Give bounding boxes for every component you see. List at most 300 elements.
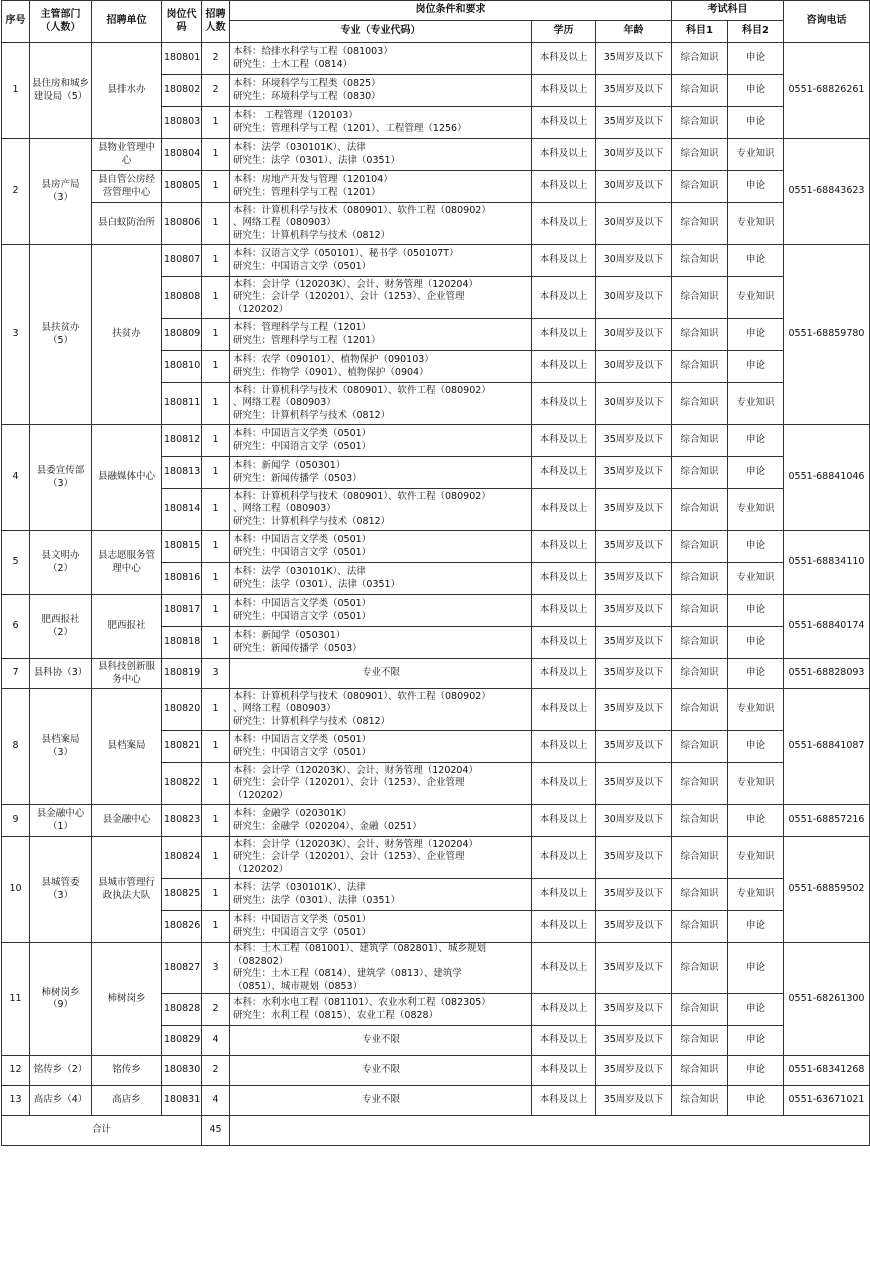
row-edu: 本科及以上 bbox=[532, 994, 596, 1026]
table-row bbox=[2, 595, 870, 627]
header-phone: 咨询电话 bbox=[784, 1, 870, 43]
major-line: 本科：法学（030101K）、法律 bbox=[233, 566, 366, 577]
major-line: 本科：水利水电工程（081101）、农业水利工程（082305） bbox=[233, 997, 491, 1008]
row-subject2: 专业知识 bbox=[728, 837, 784, 879]
row-major bbox=[230, 911, 532, 943]
row-dept: 县扶贫办（5） bbox=[30, 245, 92, 425]
row-major bbox=[230, 837, 532, 879]
row-age: 30周岁及以下 bbox=[596, 171, 672, 203]
major-line: 研究生：土木工程（0814）、建筑学（0813）、建筑学 bbox=[233, 968, 462, 979]
row-count: 4 bbox=[202, 1026, 230, 1056]
row-code: 180801 bbox=[162, 43, 202, 75]
row-code: 180828 bbox=[162, 994, 202, 1026]
row-edu: 本科及以上 bbox=[532, 689, 596, 731]
major-line: 本科：会计学（120203K）、会计、财务管理（120204） bbox=[233, 838, 479, 850]
row-unit: 柿树岗乡 bbox=[92, 943, 162, 1056]
row-subject2: 申论 bbox=[728, 457, 784, 489]
table-row bbox=[2, 805, 870, 837]
row-unit: 县排水办 bbox=[92, 43, 162, 139]
major-line: 研究生：中国语言文学（0501） bbox=[233, 926, 372, 938]
row-count: 3 bbox=[202, 943, 230, 994]
row-age: 35周岁及以下 bbox=[596, 943, 672, 994]
row-major bbox=[230, 351, 532, 383]
major-line: 本科：计算机科学与技术（080901）、软件工程（080902） bbox=[233, 204, 491, 216]
row-major bbox=[230, 245, 532, 277]
row-major bbox=[230, 689, 532, 731]
row-major bbox=[230, 171, 532, 203]
row-count: 2 bbox=[202, 43, 230, 75]
table-row bbox=[2, 943, 870, 994]
row-subject2: 申论 bbox=[728, 319, 784, 351]
row-age: 30周岁及以下 bbox=[596, 277, 672, 319]
row-edu: 本科及以上 bbox=[532, 563, 596, 595]
row-edu: 本科及以上 bbox=[532, 911, 596, 943]
row-subject1: 综合知识 bbox=[672, 75, 728, 107]
row-age: 35周岁及以下 bbox=[596, 627, 672, 659]
row-unit: 县城市管理行政执法大队 bbox=[92, 837, 162, 943]
row-subject1: 综合知识 bbox=[672, 837, 728, 879]
row-count: 1 bbox=[202, 763, 230, 805]
row-subject2: 专业知识 bbox=[728, 277, 784, 319]
row-subject2: 申论 bbox=[728, 627, 784, 659]
row-count: 1 bbox=[202, 627, 230, 659]
row-age: 35周岁及以下 bbox=[596, 1086, 672, 1116]
major-line: 研究生：计算机科学与技术（0812） bbox=[233, 515, 391, 527]
row-major bbox=[230, 1026, 532, 1056]
row-age: 35周岁及以下 bbox=[596, 1026, 672, 1056]
row-count: 1 bbox=[202, 171, 230, 203]
row-phone: 0551-68843623 bbox=[784, 139, 870, 245]
row-dept: 高店乡（4） bbox=[30, 1086, 92, 1116]
row-age: 35周岁及以下 bbox=[596, 595, 672, 627]
row-phone: 0551-68840174 bbox=[784, 595, 870, 659]
row-subject2: 申论 bbox=[728, 351, 784, 383]
row-code: 180827 bbox=[162, 943, 202, 994]
row-edu: 本科及以上 bbox=[532, 75, 596, 107]
row-code: 180817 bbox=[162, 595, 202, 627]
row-count: 2 bbox=[202, 994, 230, 1026]
row-age: 35周岁及以下 bbox=[596, 425, 672, 457]
row-phone: 0551-68857216 bbox=[784, 805, 870, 837]
row-subject1: 综合知识 bbox=[672, 107, 728, 139]
row-subject1: 综合知识 bbox=[672, 203, 728, 245]
row-code: 180820 bbox=[162, 689, 202, 731]
row-subject2: 专业知识 bbox=[728, 203, 784, 245]
row-seq: 5 bbox=[2, 531, 30, 595]
row-edu: 本科及以上 bbox=[532, 1086, 596, 1116]
recruitment-table bbox=[1, 0, 870, 1146]
row-phone: 0551-68341268 bbox=[784, 1056, 870, 1086]
table-row bbox=[2, 203, 870, 245]
major-line: 本科：管理科学与工程（1201） bbox=[233, 322, 372, 333]
row-major bbox=[230, 43, 532, 75]
row-code: 180826 bbox=[162, 911, 202, 943]
row-age: 30周岁及以下 bbox=[596, 383, 672, 425]
row-count: 1 bbox=[202, 351, 230, 383]
row-seq: 7 bbox=[2, 659, 30, 689]
row-count: 1 bbox=[202, 277, 230, 319]
row-subject2: 申论 bbox=[728, 425, 784, 457]
row-edu: 本科及以上 bbox=[532, 171, 596, 203]
major-line: 研究生：中国语言文学（0501） bbox=[233, 746, 372, 758]
major-line: 本科：汉语言文学（050101）、秘书学（050107T） bbox=[233, 248, 459, 259]
row-major bbox=[230, 489, 532, 531]
row-age: 35周岁及以下 bbox=[596, 911, 672, 943]
major-line: 研究生：新闻传播学（0503） bbox=[233, 642, 362, 654]
row-age: 30周岁及以下 bbox=[596, 139, 672, 171]
row-major bbox=[230, 107, 532, 139]
row-unit: 县融媒体中心 bbox=[92, 425, 162, 531]
major-line: 研究生：水利工程（0815）、农业工程（0828） bbox=[233, 1009, 439, 1021]
row-count: 1 bbox=[202, 425, 230, 457]
row-major bbox=[230, 139, 532, 171]
row-age: 30周岁及以下 bbox=[596, 319, 672, 351]
major-line: 本科：计算机科学与技术（080901）、软件工程（080902） bbox=[233, 690, 491, 702]
row-edu: 本科及以上 bbox=[532, 489, 596, 531]
row-subject2: 申论 bbox=[728, 1056, 784, 1086]
header-major: 专业（专业代码） bbox=[230, 21, 532, 43]
row-major bbox=[230, 319, 532, 351]
row-subject1: 综合知识 bbox=[672, 595, 728, 627]
row-count: 1 bbox=[202, 805, 230, 837]
row-subject1: 综合知识 bbox=[672, 627, 728, 659]
row-subject1: 综合知识 bbox=[672, 659, 728, 689]
row-unit: 肥西报社 bbox=[92, 595, 162, 659]
header-code: 岗位代码 bbox=[162, 1, 202, 43]
row-edu: 本科及以上 bbox=[532, 805, 596, 837]
row-subject1: 综合知识 bbox=[672, 43, 728, 75]
row-dept: 县城管委（3） bbox=[30, 837, 92, 943]
row-count: 2 bbox=[202, 75, 230, 107]
row-edu: 本科及以上 bbox=[532, 1026, 596, 1056]
major-line: 本科：环境科学与工程类（0825） bbox=[233, 78, 381, 89]
row-subject1: 综合知识 bbox=[672, 171, 728, 203]
major-line: 研究生：管理科学与工程（1201）、工程管理（1256） bbox=[233, 122, 467, 134]
row-edu: 本科及以上 bbox=[532, 43, 596, 75]
table-row bbox=[2, 1086, 870, 1116]
major-line: 研究生：中国语言文学（0501） bbox=[233, 546, 372, 558]
row-count: 1 bbox=[202, 531, 230, 563]
table-row bbox=[2, 1056, 870, 1086]
row-edu: 本科及以上 bbox=[532, 531, 596, 563]
row-dept: 县住房和城乡建设局（5） bbox=[30, 43, 92, 139]
row-subject2: 申论 bbox=[728, 1026, 784, 1056]
row-edu: 本科及以上 bbox=[532, 203, 596, 245]
row-count: 1 bbox=[202, 911, 230, 943]
total-empty bbox=[230, 1116, 870, 1146]
row-subject2: 申论 bbox=[728, 943, 784, 994]
row-unit: 县物业管理中心 bbox=[92, 139, 162, 171]
header-subj1: 科目1 bbox=[672, 21, 728, 43]
table-row bbox=[2, 659, 870, 689]
row-subject2: 专业知识 bbox=[728, 139, 784, 171]
row-edu: 本科及以上 bbox=[532, 595, 596, 627]
major-line: （120202） bbox=[233, 863, 289, 875]
major-line: 本科：中国语言文学类（0501） bbox=[233, 534, 372, 545]
major-line: 研究生：作物学（0901）、植物保护（0904） bbox=[233, 366, 429, 378]
header-edu: 学历 bbox=[532, 21, 596, 43]
major-line: 研究生：会计学（120201）、会计（1253）、企业管理 bbox=[233, 851, 465, 863]
row-age: 30周岁及以下 bbox=[596, 203, 672, 245]
row-major bbox=[230, 1086, 532, 1116]
row-age: 35周岁及以下 bbox=[596, 563, 672, 595]
table-row bbox=[2, 139, 870, 171]
row-major bbox=[230, 1056, 532, 1086]
header-conditions: 岗位条件和要求 bbox=[230, 1, 672, 21]
row-age: 35周岁及以下 bbox=[596, 43, 672, 75]
row-subject1: 综合知识 bbox=[672, 994, 728, 1026]
row-code: 180811 bbox=[162, 383, 202, 425]
major-line: 本科：土木工程（081001）、建筑学（082801）、城乡规划 bbox=[233, 943, 487, 954]
row-age: 35周岁及以下 bbox=[596, 457, 672, 489]
row-count: 1 bbox=[202, 879, 230, 911]
table-row bbox=[2, 43, 870, 75]
row-dept: 县文明办（2） bbox=[30, 531, 92, 595]
major-line: 本科：法学（030101K）、法律 bbox=[233, 882, 366, 893]
row-code: 180822 bbox=[162, 763, 202, 805]
row-subject1: 综合知识 bbox=[672, 489, 728, 531]
major-line: 研究生：环境科学与工程（0830） bbox=[233, 90, 381, 102]
header-count: 招聘人数 bbox=[202, 1, 230, 43]
major-line: 研究生：管理科学与工程（1201） bbox=[233, 334, 381, 346]
row-edu: 本科及以上 bbox=[532, 763, 596, 805]
row-seq: 3 bbox=[2, 245, 30, 425]
row-age: 30周岁及以下 bbox=[596, 351, 672, 383]
row-code: 180813 bbox=[162, 457, 202, 489]
major-line: 研究生：土木工程（0814） bbox=[233, 58, 353, 70]
row-age: 35周岁及以下 bbox=[596, 879, 672, 911]
major-line: 研究生：中国语言文学（0501） bbox=[233, 610, 372, 622]
row-major bbox=[230, 457, 532, 489]
row-count: 4 bbox=[202, 1086, 230, 1116]
row-code: 180818 bbox=[162, 627, 202, 659]
row-major bbox=[230, 994, 532, 1026]
row-dept: 县档案局（3） bbox=[30, 689, 92, 805]
row-dept: 县房产局（3） bbox=[30, 139, 92, 245]
major-line: （120202） bbox=[233, 303, 289, 315]
header-unit: 招聘单位 bbox=[92, 1, 162, 43]
row-major bbox=[230, 627, 532, 659]
row-subject1: 综合知识 bbox=[672, 351, 728, 383]
row-edu: 本科及以上 bbox=[532, 245, 596, 277]
table-row bbox=[2, 531, 870, 563]
row-subject1: 综合知识 bbox=[672, 731, 728, 763]
row-code: 180805 bbox=[162, 171, 202, 203]
header-dept: 主管部门（人数） bbox=[30, 1, 92, 43]
row-edu: 本科及以上 bbox=[532, 351, 596, 383]
row-code: 180804 bbox=[162, 139, 202, 171]
row-subject2: 申论 bbox=[728, 171, 784, 203]
row-subject1: 综合知识 bbox=[672, 277, 728, 319]
row-subject2: 申论 bbox=[728, 911, 784, 943]
row-count: 1 bbox=[202, 731, 230, 763]
row-subject1: 综合知识 bbox=[672, 139, 728, 171]
row-age: 35周岁及以下 bbox=[596, 731, 672, 763]
row-count: 1 bbox=[202, 383, 230, 425]
row-edu: 本科及以上 bbox=[532, 837, 596, 879]
row-subject1: 综合知识 bbox=[672, 457, 728, 489]
row-subject2: 专业知识 bbox=[728, 563, 784, 595]
major-line: 研究生：管理科学与工程（1201） bbox=[233, 186, 381, 198]
row-subject2: 申论 bbox=[728, 805, 784, 837]
row-count: 1 bbox=[202, 489, 230, 531]
row-subject2: 专业知识 bbox=[728, 689, 784, 731]
row-code: 180831 bbox=[162, 1086, 202, 1116]
row-seq: 8 bbox=[2, 689, 30, 805]
row-subject1: 综合知识 bbox=[672, 879, 728, 911]
row-subject2: 申论 bbox=[728, 245, 784, 277]
row-edu: 本科及以上 bbox=[532, 107, 596, 139]
row-subject1: 综合知识 bbox=[672, 689, 728, 731]
row-subject2: 申论 bbox=[728, 75, 784, 107]
major-line: 本科：金融学（020301K） bbox=[233, 808, 352, 819]
row-major bbox=[230, 805, 532, 837]
row-phone: 0551-68841046 bbox=[784, 425, 870, 531]
major-line: 专业不限 bbox=[361, 1094, 400, 1106]
major-line: 研究生：中国语言文学（0501） bbox=[233, 260, 372, 272]
row-subject1: 综合知识 bbox=[672, 805, 728, 837]
row-subject1: 综合知识 bbox=[672, 319, 728, 351]
row-subject2: 申论 bbox=[728, 595, 784, 627]
row-edu: 本科及以上 bbox=[532, 457, 596, 489]
major-line: 、网络工程（080903） bbox=[233, 703, 336, 715]
row-subject2: 申论 bbox=[728, 731, 784, 763]
row-edu: 本科及以上 bbox=[532, 139, 596, 171]
row-edu: 本科及以上 bbox=[532, 383, 596, 425]
row-code: 180816 bbox=[162, 563, 202, 595]
row-count: 1 bbox=[202, 689, 230, 731]
major-line: 本科：给排水科学与工程（081003） bbox=[233, 46, 393, 57]
row-count: 1 bbox=[202, 319, 230, 351]
row-unit: 扶贫办 bbox=[92, 245, 162, 425]
row-count: 1 bbox=[202, 245, 230, 277]
row-dept: 铭传乡（2） bbox=[30, 1056, 92, 1086]
row-major bbox=[230, 383, 532, 425]
major-line: 本科：农学（090101）、植物保护（090103） bbox=[233, 354, 434, 365]
major-line: 本科：新闻学（050301） bbox=[233, 630, 346, 641]
major-line: 研究生：计算机科学与技术（0812） bbox=[233, 409, 391, 421]
row-code: 180815 bbox=[162, 531, 202, 563]
major-line: 研究生：计算机科学与技术（0812） bbox=[233, 229, 391, 241]
row-subject1: 综合知识 bbox=[672, 383, 728, 425]
row-age: 35周岁及以下 bbox=[596, 489, 672, 531]
row-major bbox=[230, 563, 532, 595]
table-row bbox=[2, 245, 870, 277]
row-age: 35周岁及以下 bbox=[596, 689, 672, 731]
row-subject2: 申论 bbox=[728, 1086, 784, 1116]
row-age: 35周岁及以下 bbox=[596, 763, 672, 805]
row-subject2: 专业知识 bbox=[728, 879, 784, 911]
row-edu: 本科及以上 bbox=[532, 943, 596, 994]
major-line: 本科：计算机科学与技术（080901）、软件工程（080902） bbox=[233, 384, 491, 396]
row-seq: 11 bbox=[2, 943, 30, 1056]
major-line: 、网络工程（080903） bbox=[233, 397, 336, 409]
row-code: 180814 bbox=[162, 489, 202, 531]
major-line: （082802） bbox=[233, 955, 289, 967]
total-value: 45 bbox=[202, 1116, 230, 1146]
header-subj2: 科目2 bbox=[728, 21, 784, 43]
table-row bbox=[2, 837, 870, 879]
table-row bbox=[2, 689, 870, 731]
row-dept: 县委宣传部（3） bbox=[30, 425, 92, 531]
major-line: 本科：会计学（120203K）、会计、财务管理（120204） bbox=[233, 278, 479, 290]
row-age: 35周岁及以下 bbox=[596, 837, 672, 879]
row-seq: 9 bbox=[2, 805, 30, 837]
row-subject2: 专业知识 bbox=[728, 763, 784, 805]
row-count: 1 bbox=[202, 457, 230, 489]
total-label: 合计 bbox=[2, 1116, 202, 1146]
row-phone: 0551-68834110 bbox=[784, 531, 870, 595]
major-line: 研究生：新闻传播学（0503） bbox=[233, 472, 362, 484]
row-code: 180824 bbox=[162, 837, 202, 879]
row-code: 180821 bbox=[162, 731, 202, 763]
row-count: 2 bbox=[202, 1056, 230, 1086]
row-code: 180829 bbox=[162, 1026, 202, 1056]
header-seq: 序号 bbox=[2, 1, 30, 43]
row-edu: 本科及以上 bbox=[532, 879, 596, 911]
row-code: 180802 bbox=[162, 75, 202, 107]
row-unit: 县白蚁防治所 bbox=[92, 203, 162, 245]
row-subject1: 综合知识 bbox=[672, 1056, 728, 1086]
major-line: 专业不限 bbox=[361, 667, 400, 679]
row-age: 35周岁及以下 bbox=[596, 107, 672, 139]
row-edu: 本科及以上 bbox=[532, 659, 596, 689]
row-count: 3 bbox=[202, 659, 230, 689]
row-subject2: 申论 bbox=[728, 531, 784, 563]
row-major bbox=[230, 659, 532, 689]
row-seq: 10 bbox=[2, 837, 30, 943]
row-subject2: 申论 bbox=[728, 107, 784, 139]
row-age: 30周岁及以下 bbox=[596, 245, 672, 277]
major-line: 研究生：金融学（020204）、金融（0251） bbox=[233, 820, 422, 832]
row-edu: 本科及以上 bbox=[532, 731, 596, 763]
row-unit: 高店乡 bbox=[92, 1086, 162, 1116]
row-unit: 县志愿服务管理中心 bbox=[92, 531, 162, 595]
row-code: 180830 bbox=[162, 1056, 202, 1086]
major-line: 专业不限 bbox=[361, 1034, 400, 1046]
row-count: 1 bbox=[202, 837, 230, 879]
header-exam: 考试科目 bbox=[672, 1, 784, 21]
major-line: 本科：中国语言文学类（0501） bbox=[233, 428, 372, 439]
row-major bbox=[230, 75, 532, 107]
row-phone: 0551-68261300 bbox=[784, 943, 870, 1056]
row-seq: 2 bbox=[2, 139, 30, 245]
row-subject1: 综合知识 bbox=[672, 563, 728, 595]
row-subject1: 综合知识 bbox=[672, 911, 728, 943]
row-subject1: 综合知识 bbox=[672, 245, 728, 277]
row-count: 1 bbox=[202, 107, 230, 139]
row-subject2: 申论 bbox=[728, 659, 784, 689]
row-edu: 本科及以上 bbox=[532, 425, 596, 457]
row-major bbox=[230, 731, 532, 763]
major-line: 本科：中国语言文学类（0501） bbox=[233, 598, 372, 609]
row-age: 35周岁及以下 bbox=[596, 531, 672, 563]
row-subject1: 综合知识 bbox=[672, 763, 728, 805]
row-code: 180825 bbox=[162, 879, 202, 911]
row-count: 1 bbox=[202, 563, 230, 595]
row-unit: 县自管公房经营管理中心 bbox=[92, 171, 162, 203]
table-body bbox=[2, 43, 870, 1116]
row-code: 180810 bbox=[162, 351, 202, 383]
row-code: 180812 bbox=[162, 425, 202, 457]
row-seq: 13 bbox=[2, 1086, 30, 1116]
row-edu: 本科及以上 bbox=[532, 277, 596, 319]
row-major bbox=[230, 943, 532, 994]
row-subject1: 综合知识 bbox=[672, 943, 728, 994]
row-major bbox=[230, 595, 532, 627]
row-unit: 县科技创新服务中心 bbox=[92, 659, 162, 689]
table-row bbox=[2, 171, 870, 203]
